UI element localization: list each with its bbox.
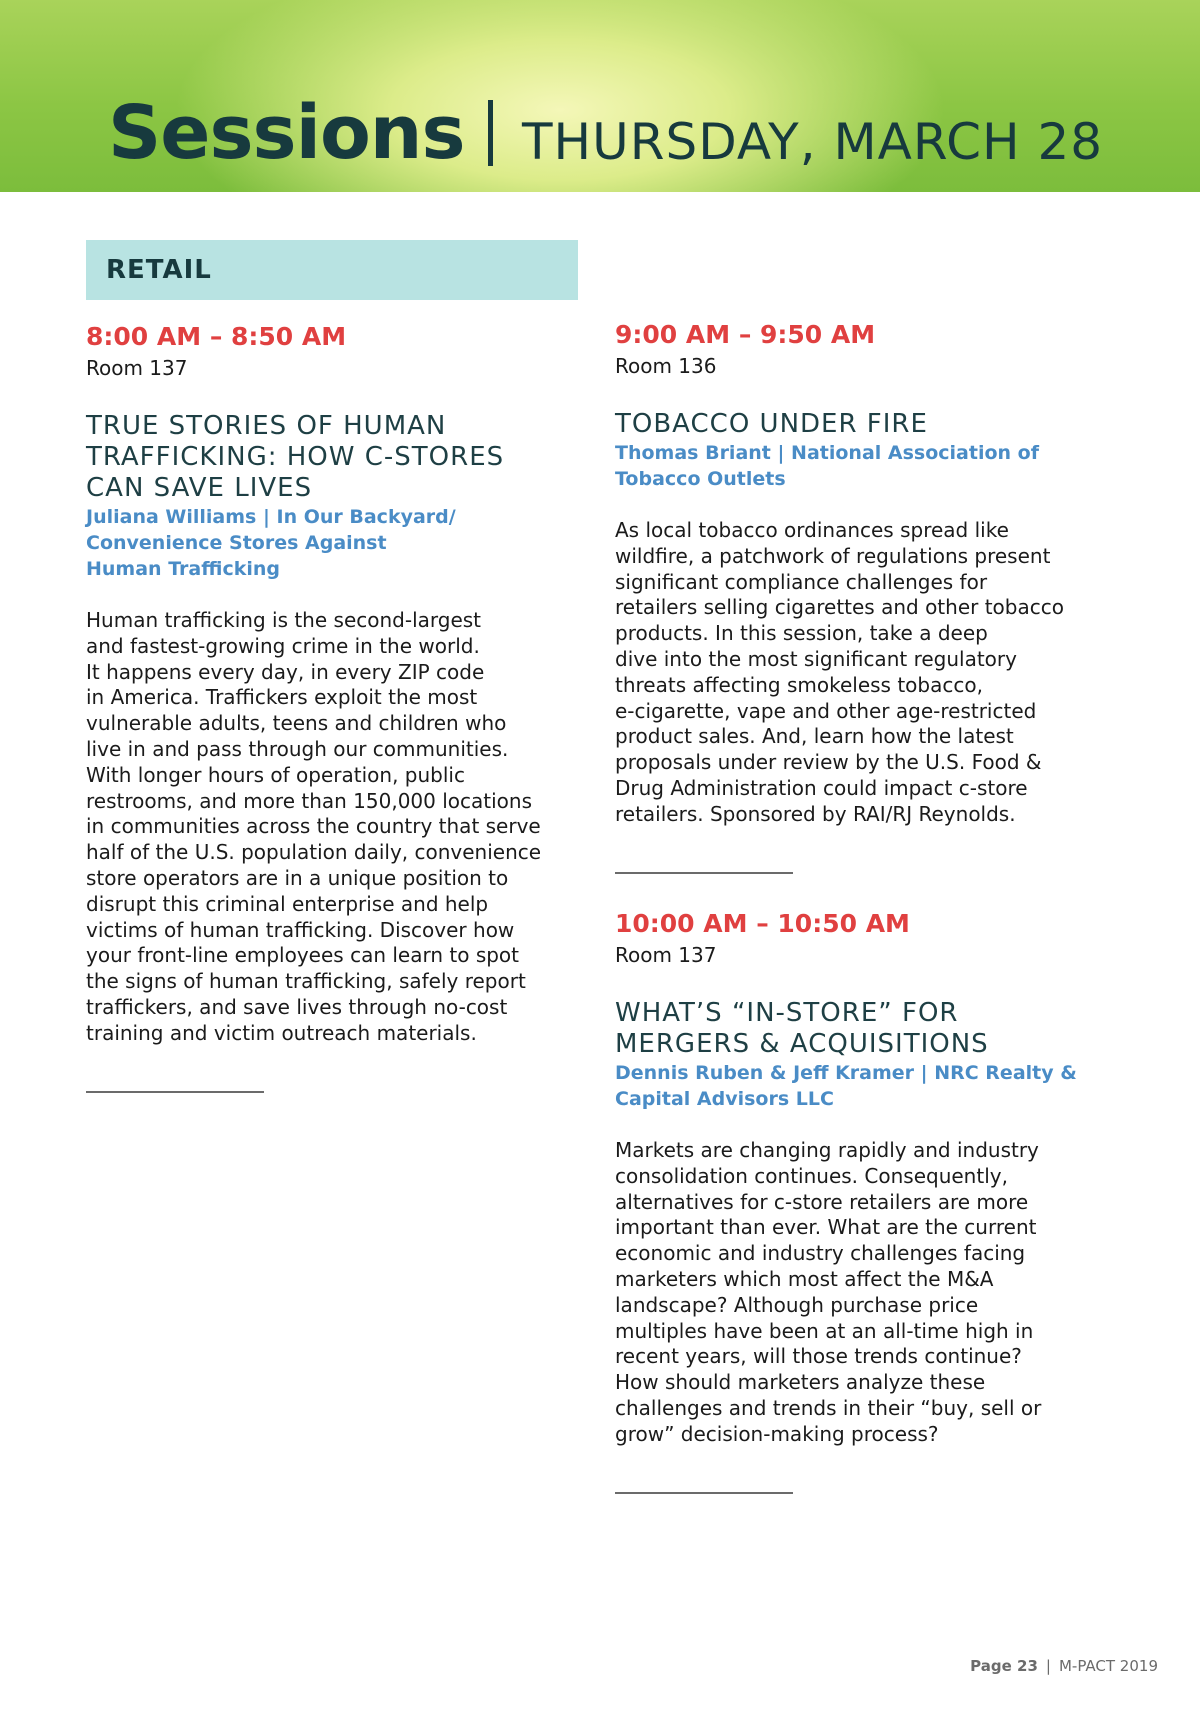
session-title: TOBACCO UNDER FIRE <box>615 409 928 439</box>
footer-separator: | <box>1045 1657 1051 1675</box>
publication-name: M-PACT 2019 <box>1058 1657 1158 1675</box>
session-room: Room 137 <box>615 943 717 967</box>
session-time: 8:00 AM – 8:50 AM <box>86 322 347 351</box>
session-speaker: Juliana Williams | In Our Backyard/ Convenience Stores Against Human Trafficking <box>86 506 456 580</box>
session-title: TRUE STORIES OF HUMAN TRAFFICKING: HOW C-STORES CAN SAVE LIVES <box>86 411 505 503</box>
session-time: 9:00 AM – 9:50 AM <box>615 320 876 349</box>
track-label: RETAIL <box>106 255 212 285</box>
page-footer <box>970 1656 1158 1676</box>
section-divider <box>615 872 793 874</box>
page-number: Page 23 <box>970 1657 1038 1675</box>
page-date: THURSDAY, MARCH 28 <box>522 113 1104 171</box>
session-room: Room 136 <box>615 354 717 378</box>
session-block <box>86 321 626 1093</box>
section-divider <box>86 1091 264 1093</box>
section-divider <box>615 1492 793 1494</box>
page-title: Sessions <box>108 90 465 176</box>
session-block <box>615 319 1155 874</box>
session-speaker: Thomas Briant | National Association of Tobacco Outlets <box>615 442 1039 490</box>
session-description: Markets are changing rapidly and industry consolidation continues. Consequently, alternatives for c-store retailers are more important than ever. What are the current economic and industry challenges facing marketers which most affect the M&A landscape? Although purchase price multiples have been at an all-time high in recent years, will those trends continue? How should marketers analyze these challenges and trends in their “buy, sell or grow” decision-making process? <box>615 1138 1042 1446</box>
session-description: Human trafficking is the second-largest and fastest-growing crime in the world. It happens every day, in every ZIP code in America. Traffickers exploit the most vulnerable adults, teens and children who live in and pass through our communities. With longer hours of operation, public restrooms, and more than 150,000 locations in communities across the country that serve half of the U.S. population daily, convenience store operators are in a unique position to disrupt this criminal enterprise and help victims of human trafficking. Discover how your front-line employees can learn to spot the signs of human trafficking, safely report traffickers, and save lives through no-cost training and victim outreach materials. <box>86 608 542 1045</box>
session-title: WHAT’S “IN-STORE” FOR MERGERS & ACQUISITIONS <box>615 998 989 1059</box>
session-room: Room 137 <box>86 356 188 380</box>
title-divider <box>488 100 493 166</box>
session-block <box>615 908 1155 1494</box>
track-banner <box>86 240 578 300</box>
session-time: 10:00 AM – 10:50 AM <box>615 909 910 938</box>
header-banner <box>0 0 1200 192</box>
session-description: As local tobacco ordinances spread like wildfire, a patchwork of regulations present significant compliance challenges for retailers selling cigarettes and other tobacco products. In this session, take a deep dive into the most significant regulatory threats affecting smokeless tobacco, e-cigarette, vape and other age-restricted product sales. And, learn how the latest proposals under review by the U.S. Food & Drug Administration could impact c-store retailers. Sponsored by RAI/RJ Reynolds. <box>615 518 1064 826</box>
session-speaker: Dennis Ruben & Jeff Kramer | NRC Realty & Capital Advisors LLC <box>615 1062 1077 1110</box>
